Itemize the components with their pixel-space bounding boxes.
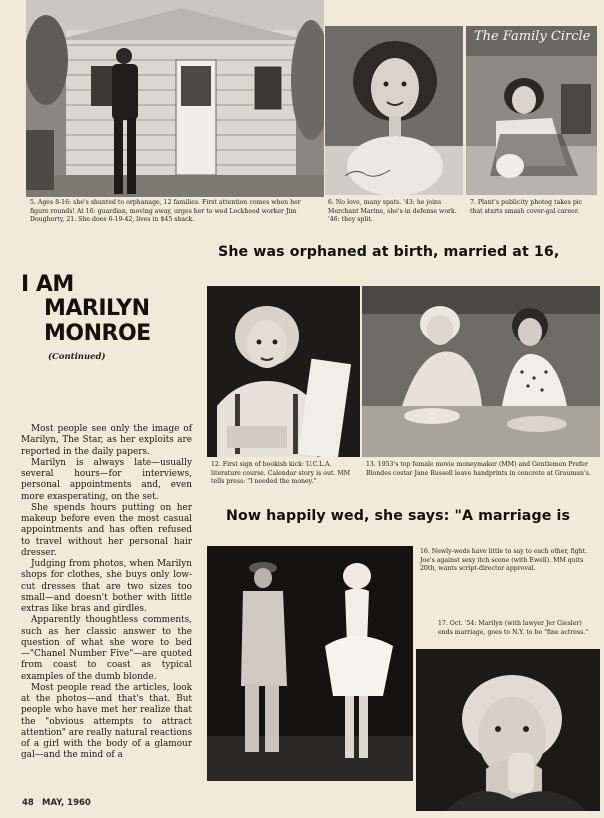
body-paragraph: Judging from photos, when Marilyn shops for clothes, she buys only low-cut dresses that are two sizes too small—and doesn't bother with little extras like bras and girdles.	[21, 559, 192, 614]
photo-family-circle-cover	[466, 26, 597, 195]
body-paragraph: Apparently thoughtless comments, such as her classic answer to the question of what she wore to bed—"Chanel Number Five"—are quoted from coast to coast as typical examples of the dumb blonde.	[21, 615, 192, 682]
title-monroe: MONROE	[44, 321, 151, 346]
caption-16: 16. Newly-weds have little to say to each other, fight. Joe's against sexy itch scene (with Ewell). MM quits 20th, wants script-director approval.	[420, 548, 588, 573]
title-continued: (Continued)	[48, 352, 106, 362]
photo-thinking-portrait	[416, 649, 600, 811]
caption-6: 6. No love, many spats. '43: he joins Merchant Marine, she's in defense work. '46: they split.	[328, 199, 457, 224]
magazine-logo: The Family Circle	[474, 29, 591, 44]
headline-happily-wed: Now happily wed, she says: "A marriage is	[226, 508, 570, 524]
caption-17: 17. Oct. '54: Marilyn (with lawyer Jer Giesler) ends marriage, goes to N.Y. to be "fine actress."	[438, 620, 589, 636]
caption-7: 7. Plant's publicity photog takes pic that starts smash cover-gal career.	[470, 199, 583, 215]
photo-house-man	[26, 0, 324, 197]
body-paragraph: She spends hours putting on her makeup before even the most casual appointments and has often refused to travel without her personal hair dresser.	[21, 502, 192, 558]
title-i-am: I AM	[21, 272, 74, 297]
page-number: 48	[22, 798, 34, 808]
body-paragraph: Most people see only the image of Marilyn, The Star, as her exploits are reported in the daily papers.	[21, 424, 192, 457]
headline-orphaned: She was orphaned at birth, married at 16,	[218, 244, 560, 260]
photo-reading	[207, 286, 360, 457]
body-column	[21, 424, 192, 762]
photo-skirt-scene	[207, 546, 413, 781]
caption-5: 5. Ages 8-16: she's shunted to orphanage, 12 families. First attention comes when her figure rounds! At 16: guardian, moving away, urges her to wed Lockheed worker Jim Dougherty, 21. She does 6-19-42, lives in $45 shack.	[30, 199, 301, 224]
body-paragraph: Marilyn is always late—usually several hours—for interviews, personal appointments and, even more exasperating, on the set.	[21, 457, 192, 502]
body-paragraph: Most people read the articles, look at the photos—and that's that. But people who have met her realize that the "obvious attempts to attract attention" are really natural reactions of a girl with the body of a glamour gal—and the mind of a	[21, 682, 192, 761]
photo-handprints	[362, 286, 600, 457]
caption-13: 13. 1953's top female movie moneymaker (MM) and Gentlemen Prefer Blondes costar Jane Russell leave handprints in concrete at Grauman's.	[366, 461, 591, 477]
photo-portrait-young	[325, 26, 463, 195]
title-marilyn: MARILYN	[44, 296, 150, 321]
issue-date: MAY, 1960	[42, 798, 91, 808]
caption-12: 12. First sign of bookish kick: U.C.L.A. literature course. Calendar story is out. MM tells press: "I needed the money."	[211, 461, 351, 486]
